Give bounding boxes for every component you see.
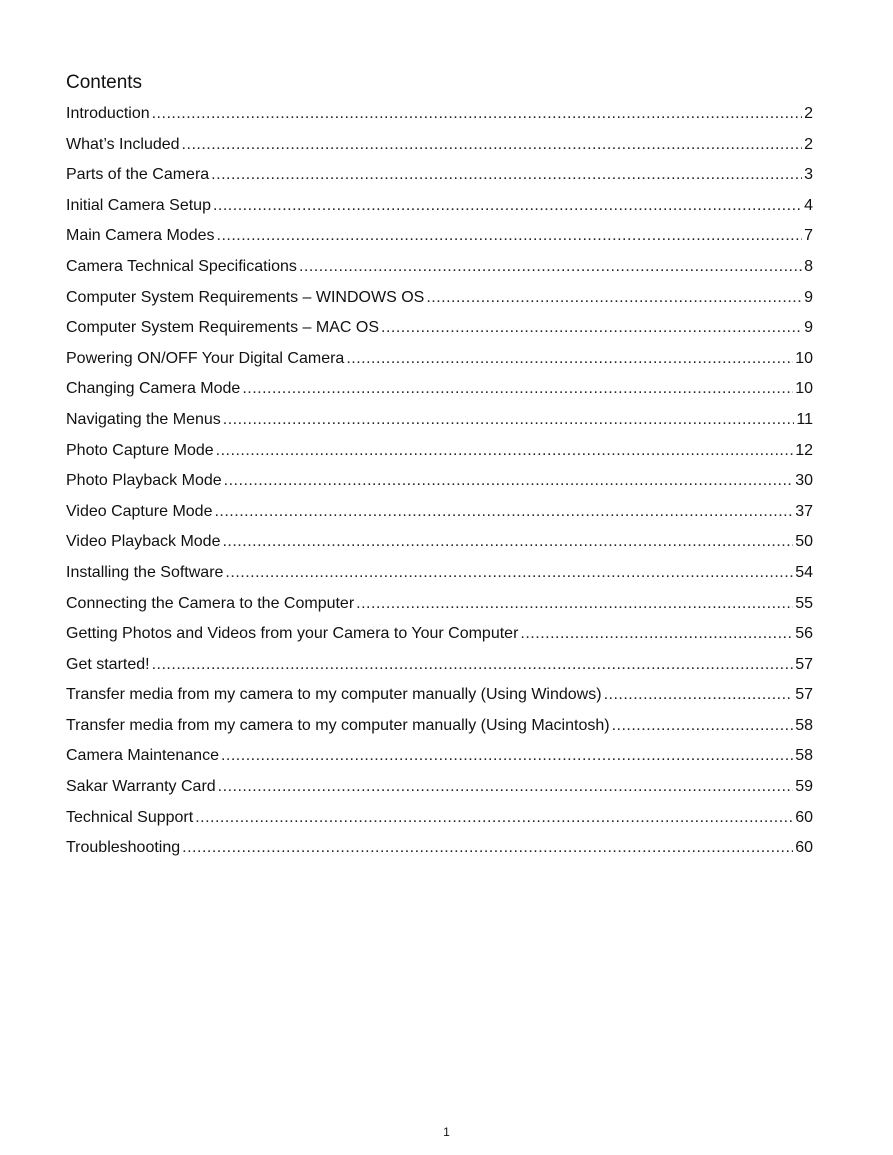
toc-entry[interactable] xyxy=(66,224,813,255)
toc-entry-label: Transfer media from my camera to my computer manually (Using Windows) xyxy=(66,686,602,704)
toc-entry-page-number: 2 xyxy=(804,135,813,153)
toc-entry[interactable] xyxy=(66,377,813,408)
toc-entry[interactable] xyxy=(66,836,813,867)
toc-entry-label: Introduction xyxy=(66,105,150,122)
toc-entry-page-number: 50 xyxy=(795,533,813,551)
dot-leader xyxy=(346,347,793,371)
toc-entry-label: Changing Camera Mode xyxy=(66,380,241,398)
toc-entry[interactable] xyxy=(66,255,813,286)
toc-entry-page-number: 11 xyxy=(796,410,813,428)
toc-entry-page-number: 3 xyxy=(804,166,813,184)
dot-leader xyxy=(213,194,802,218)
toc-entry-label: Technical Support xyxy=(66,808,194,826)
dot-leader xyxy=(217,224,803,248)
toc-entry[interactable] xyxy=(66,469,813,500)
toc-entry-label: Video Playback Mode xyxy=(66,533,221,551)
toc-entry[interactable] xyxy=(66,133,813,164)
toc-entry-label: What’s Included xyxy=(66,135,180,153)
toc-entry-label: Computer System Requirements – MAC OS xyxy=(66,319,379,337)
dot-leader xyxy=(152,102,802,126)
toc-entry-page-number: 9 xyxy=(804,319,813,337)
toc-entry-page-number: 8 xyxy=(804,257,813,275)
dot-leader xyxy=(225,561,793,585)
toc-entry-page-number: 54 xyxy=(795,563,813,581)
dot-leader xyxy=(222,530,793,554)
toc-entry[interactable] xyxy=(66,286,813,317)
dot-leader xyxy=(182,836,793,860)
toc-entry-label: Photo Capture Mode xyxy=(66,441,214,459)
toc-entry[interactable] xyxy=(66,530,813,561)
toc-entry-page-number: 55 xyxy=(795,594,813,612)
toc-entry-label: Video Capture Mode xyxy=(66,502,213,520)
toc-entry[interactable] xyxy=(66,714,813,745)
toc-entry-page-number: 58 xyxy=(795,747,813,765)
toc-entry[interactable] xyxy=(66,194,813,225)
dot-leader xyxy=(356,592,793,616)
toc-entry-label: Parts of the Camera xyxy=(66,166,210,184)
dot-leader xyxy=(224,469,794,493)
toc-entry-label: Initial Camera Setup xyxy=(66,196,211,214)
dot-leader xyxy=(381,316,802,340)
toc-entry[interactable] xyxy=(66,592,813,623)
toc-entry-page-number: 4 xyxy=(804,196,813,214)
dot-leader xyxy=(242,377,793,401)
dot-leader xyxy=(299,255,802,279)
toc-entry[interactable] xyxy=(66,806,813,837)
toc-entry[interactable] xyxy=(66,775,813,806)
toc-entry[interactable] xyxy=(66,561,813,592)
toc-entry-page-number: 59 xyxy=(795,778,813,796)
dot-leader xyxy=(520,622,793,646)
toc-entry-page-number: 60 xyxy=(795,808,813,826)
footer-page-number: 1 xyxy=(443,1125,450,1139)
toc-entry-label: Transfer media from my camera to my computer manually (Using Macintosh) xyxy=(66,716,610,734)
toc-entry[interactable] xyxy=(66,408,813,439)
dot-leader xyxy=(612,714,794,738)
toc-entry-page-number: 57 xyxy=(795,655,813,673)
toc-entry-page-number: 58 xyxy=(795,716,813,734)
dot-leader xyxy=(211,163,802,187)
toc-entry[interactable] xyxy=(66,439,813,470)
toc-entry-label: Photo Playback Mode xyxy=(66,472,222,490)
table-of-contents xyxy=(66,102,813,867)
toc-entry-page-number: 60 xyxy=(795,839,813,857)
toc-entry-page-number: 10 xyxy=(795,380,813,398)
toc-entry[interactable] xyxy=(66,163,813,194)
dot-leader xyxy=(223,408,795,432)
toc-entry-label: Main Camera Modes xyxy=(66,227,215,245)
toc-entry-label: Sakar Warranty Card xyxy=(66,778,216,796)
toc-entry-label: Getting Photos and Videos from your Camera to Your Computer xyxy=(66,625,519,643)
toc-entry-page-number: 12 xyxy=(795,441,813,459)
toc-entry[interactable] xyxy=(66,347,813,378)
dot-leader xyxy=(182,133,803,157)
toc-entry-label: Get started! xyxy=(66,655,150,673)
toc-entry-page-number: 57 xyxy=(795,686,813,704)
dot-leader xyxy=(152,653,794,677)
dot-leader xyxy=(218,775,794,799)
toc-entry-label: Camera Technical Specifications xyxy=(66,257,297,275)
dot-leader xyxy=(221,744,793,768)
toc-entry-label: Installing the Software xyxy=(66,563,224,581)
toc-entry-page-number: 37 xyxy=(795,502,813,520)
dot-leader xyxy=(604,683,794,707)
dot-leader xyxy=(216,439,794,463)
toc-entry[interactable] xyxy=(66,653,813,684)
toc-entry[interactable] xyxy=(66,744,813,775)
dot-leader xyxy=(195,806,793,830)
toc-entry-label: Connecting the Camera to the Computer xyxy=(66,594,355,612)
toc-entry[interactable] xyxy=(66,622,813,653)
dot-leader xyxy=(426,286,802,310)
toc-entry-page-number: 30 xyxy=(795,472,813,490)
toc-entry-label: Camera Maintenance xyxy=(66,747,219,765)
toc-entry-page-number: 56 xyxy=(795,625,813,643)
contents-heading: Contents xyxy=(66,72,143,93)
toc-entry-page-number: 10 xyxy=(795,349,813,367)
toc-entry[interactable] xyxy=(66,316,813,347)
toc-entry[interactable] xyxy=(66,102,813,133)
toc-entry-page-number: 9 xyxy=(804,288,813,306)
toc-entry-page-number: 2 xyxy=(804,105,813,122)
toc-entry[interactable] xyxy=(66,500,813,531)
toc-entry-label: Navigating the Menus xyxy=(66,410,221,428)
toc-entry-label: Troubleshooting xyxy=(66,839,181,857)
dot-leader xyxy=(214,500,793,524)
toc-entry-label: Powering ON/OFF Your Digital Camera xyxy=(66,349,345,367)
toc-entry-page-number: 7 xyxy=(804,227,813,245)
toc-entry[interactable] xyxy=(66,683,813,714)
toc-entry-label: Computer System Requirements – WINDOWS OS xyxy=(66,288,425,306)
